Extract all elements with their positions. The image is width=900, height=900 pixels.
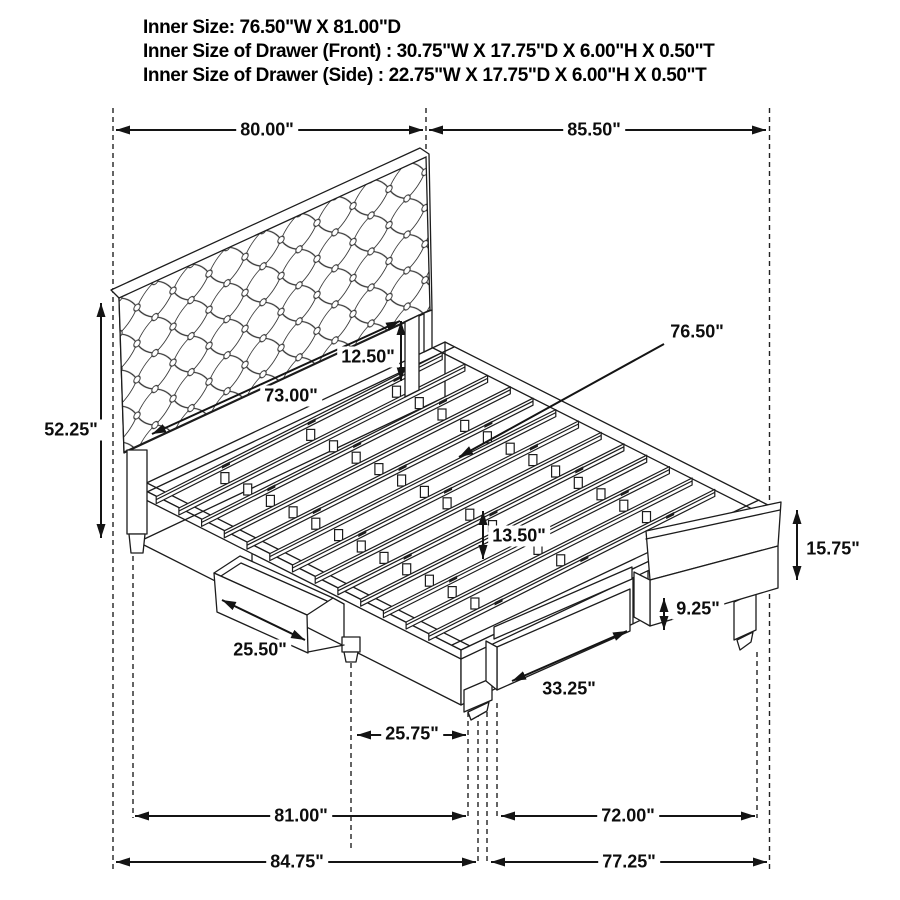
spec-drawer-side: Inner Size of Drawer (Side) : 22.75"W X 17.75"D X 6.00"H X 0.50"T: [143, 65, 707, 86]
dim-label-52-25: 52.25": [40, 420, 102, 441]
dim-label-84-75: 84.75": [266, 852, 328, 873]
dim-label-12-5: 12.50": [337, 347, 399, 368]
dim-label-76-5: 76.50": [666, 322, 728, 343]
spec-inner-size: Inner Size: 76.50"W X 81.00"D: [143, 17, 401, 38]
dim-label-33-25: 33.25": [538, 679, 600, 700]
headboard-left-leg: [127, 450, 147, 534]
dim-label-25-5: 25.50": [229, 640, 291, 661]
dim-label-25-75: 25.75": [381, 724, 443, 745]
spec-drawer-front: Inner Size of Drawer (Front) : 30.75"W X 17.75"D X 6.00"H X 0.50"T: [143, 41, 715, 62]
dim-label-81: 81.00": [270, 806, 332, 827]
dim-label-15-75: 15.75": [802, 539, 864, 560]
dim-label-85-5: 85.50": [563, 120, 625, 141]
dim-label-72: 72.00": [597, 806, 659, 827]
dim-label-9-25: 9.25": [672, 599, 724, 620]
headboard-right-leg: [405, 315, 419, 397]
dim-label-13-5: 13.50": [488, 526, 550, 547]
dim-label-73: 73.00": [260, 386, 322, 407]
dim-label-80: 80.00": [236, 120, 298, 141]
dim-label-77-25: 77.25": [598, 852, 660, 873]
